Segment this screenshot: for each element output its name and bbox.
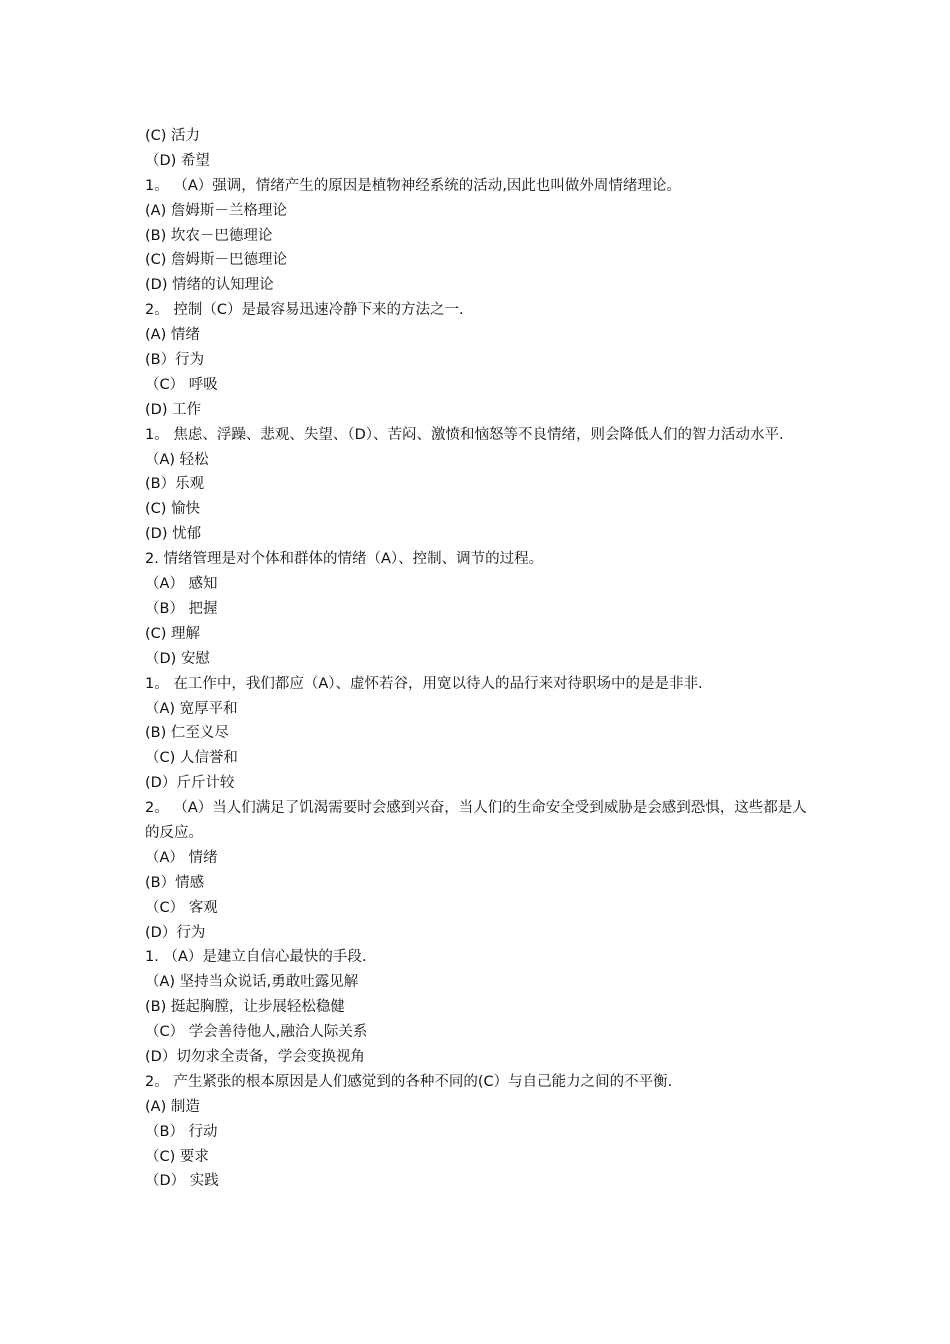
option-line: （C） 呼吸 [145, 376, 218, 393]
option-line: (D) 忧郁 [145, 526, 202, 543]
question-line: 1。 在工作中，我们都应（A）、虚怀若谷，用宽以待人的品行来对待职场中的是是非非. [145, 675, 703, 692]
question-line: 1。 焦虑、浮躁、悲观、失望、（D）、苦闷、激愤和恼怒等不良情绪，则会降低人们的智力活动水平. [145, 426, 784, 443]
option-line: （D) 安慰 [145, 650, 210, 667]
option-line: (C) 活力 [145, 128, 201, 144]
option-line: （A) 轻松 [145, 451, 209, 468]
option-line: (C) 詹姆斯－巴德理论 [145, 252, 288, 269]
option-line: (C) 愉快 [145, 501, 201, 518]
option-line: (D) 工作 [145, 401, 202, 418]
option-line: （A) 坚持当众说话,勇敢吐露见解 [145, 974, 359, 991]
option-line: （C） 客观 [145, 899, 218, 916]
option-line: (C) 理解 [145, 625, 201, 642]
option-line: （B） 把握 [145, 600, 218, 617]
option-line: (A) 詹姆斯－兰格理论 [145, 202, 287, 219]
question-line: 2。 产生紧张的根本原因是人们感觉到的各种不同的(C）与自己能力之间的不平衡. [145, 1073, 673, 1090]
question-line: 1。 （A）强调，情绪产生的原因是植物神经系统的活动,因此也叫做外周情绪理论。 [145, 177, 681, 194]
option-line: (B）乐观 [145, 476, 205, 493]
question-line: 1. （A）是建立自信心最快的手段. [145, 949, 367, 966]
option-line: (B) 坎农－巴德理论 [145, 227, 273, 244]
option-line: (B）情感 [145, 874, 205, 891]
option-line: (B) 仁至义尽 [145, 725, 229, 742]
option-line: （A） 情绪 [145, 849, 218, 866]
option-line: （C) 人信誉和 [145, 750, 238, 767]
option-line: (B) 挺起胸膛，让步展轻松稳健 [145, 999, 345, 1016]
option-line: （A） 感知 [145, 576, 218, 593]
option-line: (D）切勿求全责备，学会变换视角 [145, 1049, 365, 1065]
option-line: （D) 希望 [145, 152, 210, 169]
question-line: 2。 控制（C）是最容易迅速冷静下来的方法之一. [145, 302, 464, 319]
option-line: (A) 制造 [145, 1098, 200, 1115]
quiz-content [145, 124, 810, 1194]
option-line: （A) 宽厚平和 [145, 700, 238, 717]
option-line: （B） 行动 [145, 1123, 218, 1140]
option-line: (D）斤斤计较 [145, 775, 235, 792]
option-line: （C) 要求 [145, 1148, 209, 1165]
option-line: (B）行为 [145, 352, 205, 369]
option-line: （D） 实践 [145, 1173, 219, 1190]
option-line: (A) 情绪 [145, 327, 200, 344]
option-line: (D) 情绪的认知理论 [145, 277, 274, 294]
option-line: (D）行为 [145, 924, 206, 941]
option-line: （C） 学会善待他人,融洽人际关系 [145, 1024, 368, 1041]
question-line: 2。 （A）当人们满足了饥渴需要时会感到兴奋，当人们的生命安全受到威胁是会感到恐惧，这些都是人的反应。 [145, 800, 807, 841]
question-line: 2. 情绪管理是对个体和群体的情绪（A）、控制、调节的过程。 [145, 551, 544, 568]
